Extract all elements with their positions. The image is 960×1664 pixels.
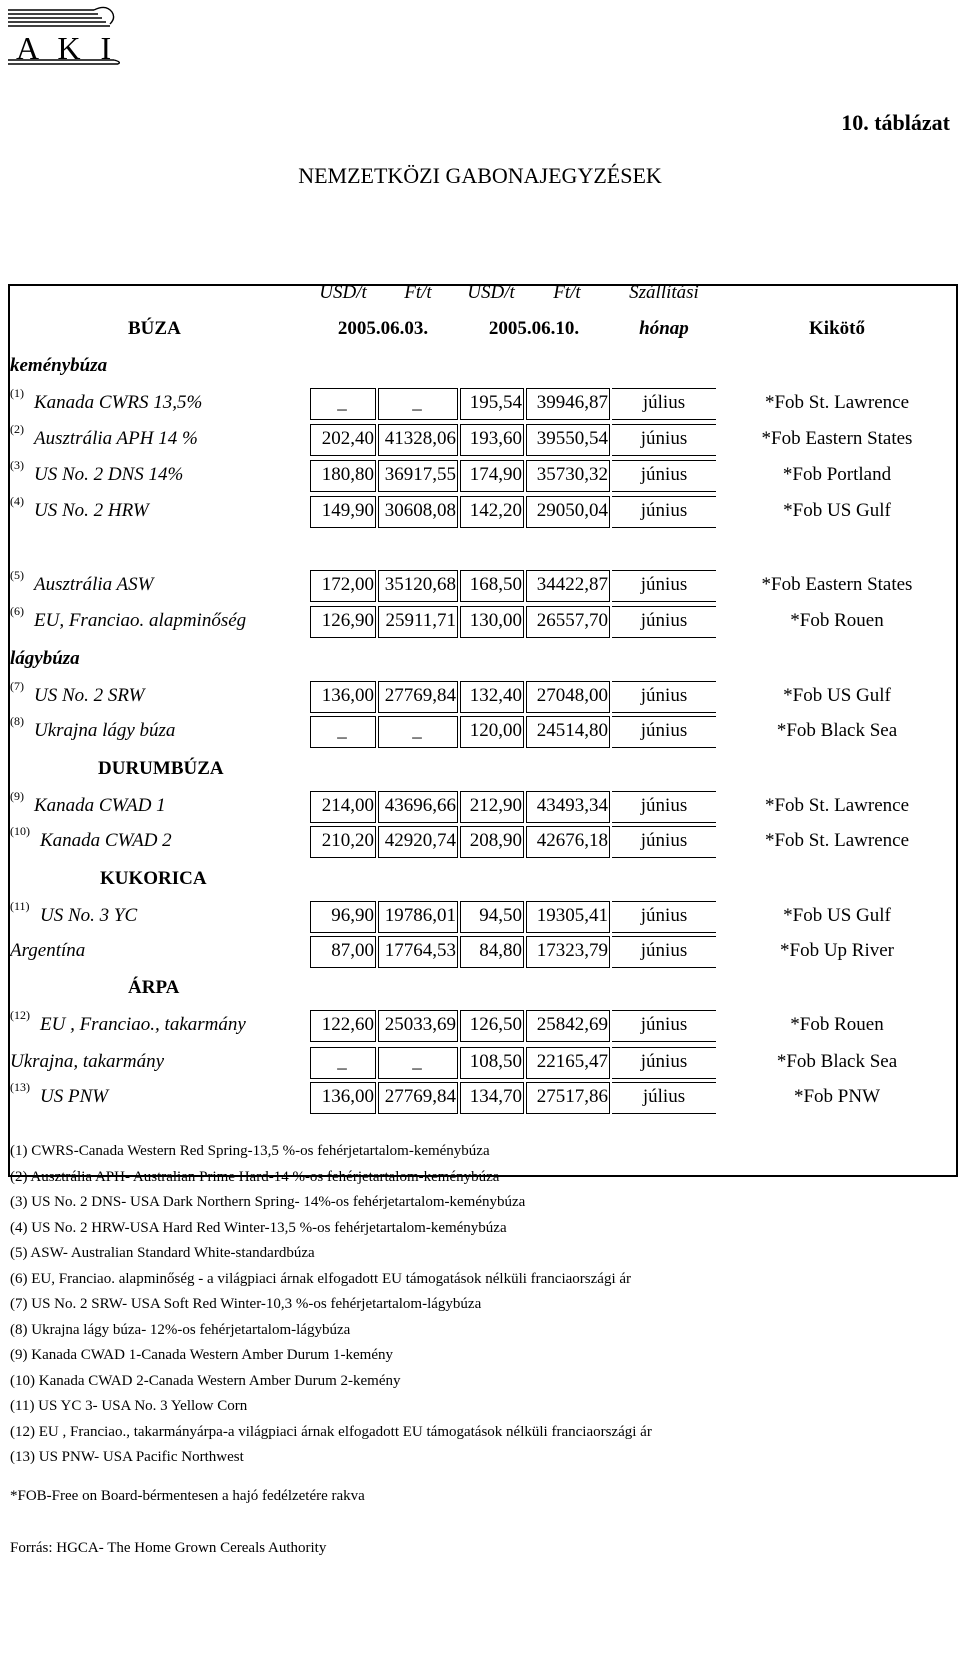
row-name: EU, Franciao. alapminőség — [34, 610, 247, 631]
cell-ft1: 42920,74 — [384, 830, 456, 851]
cell-port: *Fob US Gulf — [783, 500, 891, 521]
cell-border-month — [612, 424, 716, 456]
cell-usd1: 210,20 — [321, 830, 374, 851]
cell-border-month — [612, 716, 716, 748]
cell-month: július — [642, 1086, 686, 1107]
cell-usd2: 130,00 — [469, 610, 522, 631]
cell-port: *Fob Rouen — [790, 610, 884, 631]
cell-port: *Fob St. Lawrence — [764, 795, 910, 816]
row-name: US No. 2 HRW — [34, 500, 149, 521]
footnote-item: (1) CWRS-Canada Western Red Spring-13,5 %-os fehérjetartalom-keménybúza — [10, 1143, 490, 1159]
source-note: Forrás: HGCA- The Home Grown Cereals Authority — [10, 1540, 327, 1556]
footnote-item: (6) EU, Franciao. alapminőség - a világpiaci árnak elfogadott EU támogatások nélküli franciaországi ár — [10, 1270, 632, 1287]
row-name: Ausztrália ASW — [34, 574, 154, 595]
row-footnote-ref: (10) — [10, 824, 30, 838]
cell-usd1: 126,90 — [321, 610, 374, 631]
row-footnote-ref: (9) — [10, 789, 24, 803]
cell-usd1: 96,90 — [331, 905, 374, 926]
row-name: Kanada CWAD 1 — [34, 795, 166, 816]
cell-usd2: 126,50 — [469, 1014, 522, 1035]
cell-ft1: 41328,06 — [384, 428, 456, 449]
cell-ft2: 35730,32 — [536, 464, 608, 485]
group-label-durumbuza: DURUMBÚZA — [98, 758, 224, 779]
footnote-item: (3) US No. 2 DNS- USA Dark Northern Spring- 14%-os fehérjetartalom-keménybúza — [10, 1194, 526, 1210]
cell-month: június — [640, 1051, 688, 1072]
cell-usd2: 168,50 — [469, 574, 522, 595]
column-header-date-2: hónap — [639, 318, 689, 339]
cell-usd2: 195,54 — [469, 392, 522, 413]
cell-port: *Fob US Gulf — [783, 905, 891, 926]
cell-usd1: 136,00 — [321, 685, 374, 706]
footnote-item: (2) Ausztrália APH- Australian Prime Hard-14 %-os fehérjetartalom-keménybúza — [10, 1168, 500, 1185]
cell-usd2: 134,70 — [469, 1086, 522, 1107]
cell-usd2: 120,00 — [469, 720, 522, 741]
cell-month: június — [640, 685, 688, 706]
footnote-item: (9) Kanada CWAD 1-Canada Western Amber Durum 1-kemény — [10, 1347, 393, 1363]
cell-border-month — [612, 570, 716, 602]
page-title: NEMZETKÖZI GABONAJEGYZÉSEK — [298, 163, 662, 188]
cell-border-month — [612, 606, 716, 638]
table-number: 10. táblázat — [841, 110, 950, 135]
cell-ft2: 27517,86 — [536, 1086, 608, 1107]
row-header-buza: BÚZA — [128, 318, 181, 339]
cell-usd2: 132,40 — [469, 685, 522, 706]
cell-ft2: 39946,87 — [536, 392, 608, 413]
cell-ft2: 19305,41 — [536, 905, 608, 926]
cell-month: június — [640, 574, 688, 595]
cell-ft1: 25911,71 — [385, 610, 456, 631]
cell-ft1: 17764,53 — [384, 940, 456, 961]
cell-month: június — [640, 428, 688, 449]
column-header-date-1: 2005.06.10. — [488, 318, 580, 339]
cell-usd2: 108,50 — [469, 1051, 522, 1072]
cell-usd1: 136,00 — [321, 1086, 374, 1107]
cell-port: *Fob Rouen — [790, 1014, 884, 1035]
footnote-item: (12) EU , Franciao., takarmányárpa-a világpiaci árnak elfogadott EU támogatások nélküli franciaországi ár — [10, 1423, 652, 1440]
column-header-unit-4: Szállítási — [629, 282, 699, 303]
cell-usd1: _ — [337, 1051, 347, 1072]
cell-port: *Fob Portland — [782, 464, 892, 485]
row-footnote-ref: (1) — [10, 386, 24, 400]
cell-ft1: 25033,69 — [384, 1014, 456, 1035]
row-name-cell — [8, 716, 308, 748]
cell-port: *Fob St. Lawrence — [764, 830, 910, 851]
row-footnote-ref: (3) — [10, 458, 24, 472]
cell-border-month — [612, 388, 716, 420]
cell-month: június — [640, 830, 688, 851]
cell-ft2: 25842,69 — [536, 1014, 608, 1035]
cell-usd1: 149,90 — [321, 500, 374, 521]
cell-ft2: 26557,70 — [536, 610, 608, 631]
footnote-item: (8) Ukrajna lágy búza- 12%-os fehérjetartalom-lágybúza — [10, 1321, 351, 1338]
footnote-item: (10) Kanada CWAD 2-Canada Western Amber Durum 2-kemény — [10, 1372, 401, 1389]
group-label-lagybuza: lágybúza — [10, 648, 80, 669]
row-name-cell — [8, 606, 308, 638]
row-name-cell — [8, 388, 308, 420]
cell-month: június — [640, 905, 688, 926]
cell-month: június — [640, 1014, 688, 1035]
column-header-date-0: 2005.06.03. — [337, 318, 429, 339]
cell-ft2: 43493,34 — [536, 795, 608, 816]
cell-border-month — [612, 1082, 716, 1114]
cell-month: június — [640, 500, 688, 521]
cell-port: *Fob St. Lawrence — [764, 392, 910, 413]
row-name: Ukrajna, takarmány — [10, 1051, 165, 1072]
cell-port: *Fob Black Sea — [776, 1051, 898, 1072]
cell-month: július — [642, 392, 686, 413]
row-footnote-ref: (12) — [10, 1008, 30, 1022]
row-name-cell — [8, 460, 308, 492]
column-header-unit-1: Ft/t — [404, 282, 432, 303]
fob-note: *FOB-Free on Board-bérmentesen a hajó fedélzetére rakva — [10, 1488, 365, 1504]
row-footnote-ref: (11) — [10, 899, 30, 913]
cell-usd1: 180,80 — [321, 464, 374, 485]
cell-ft2: 17323,79 — [536, 940, 608, 961]
cell-usd2: 193,60 — [469, 428, 522, 449]
cell-ft2: 42676,18 — [536, 830, 608, 851]
cell-usd2: 94,50 — [479, 905, 522, 926]
cell-border-month — [612, 460, 716, 492]
cell-border-month — [612, 1010, 716, 1042]
cell-port: *Fob PNW — [793, 1086, 881, 1107]
cell-ft1: 30608,08 — [384, 500, 456, 521]
cell-border-month — [612, 496, 716, 528]
row-name-cell — [8, 826, 308, 858]
footnote-item: (13) US PNW- USA Pacific Northwest — [10, 1449, 244, 1465]
cell-ft2: 39550,54 — [536, 428, 608, 449]
cell-ft1: 36917,55 — [384, 464, 456, 485]
column-header-unit-3: Ft/t — [553, 282, 581, 303]
row-footnote-ref: (4) — [10, 494, 24, 508]
cell-ft1: 43696,66 — [384, 795, 456, 816]
cell-usd1: _ — [337, 392, 347, 413]
footnote-item: (7) US No. 2 SRW- USA Soft Red Winter-10,3 %-os fehérjetartalom-lágybúza — [10, 1296, 482, 1312]
footnote-item: (11) US YC 3- USA No. 3 Yellow Corn — [10, 1398, 248, 1414]
cell-usd1: 214,00 — [321, 795, 374, 816]
cell-ft2: 34422,87 — [536, 574, 608, 595]
cell-month: június — [640, 795, 688, 816]
cell-ft1: 19786,01 — [384, 905, 456, 926]
cell-border-month — [612, 826, 716, 858]
cell-ft1: 35120,68 — [384, 574, 456, 595]
group-label-kemenybuza: keménybúza — [10, 355, 108, 376]
row-name: US PNW — [40, 1086, 109, 1107]
cell-month: június — [640, 610, 688, 631]
cell-ft2: 29050,04 — [536, 500, 608, 521]
row-name-cell — [8, 936, 308, 968]
row-name-cell — [8, 570, 308, 602]
row-name-cell — [8, 681, 308, 713]
cell-usd1: 172,00 — [321, 574, 374, 595]
cell-ft1: _ — [412, 720, 422, 741]
row-name-cell — [8, 901, 308, 933]
cell-ft2: 22165,47 — [536, 1051, 608, 1072]
row-footnote-ref: (13) — [10, 1080, 30, 1094]
cell-ft2: 24514,80 — [536, 720, 608, 741]
cell-border-month — [612, 936, 716, 968]
cell-usd1: _ — [337, 720, 347, 741]
cell-ft1: 27769,84 — [384, 1086, 456, 1107]
row-name-cell — [8, 496, 308, 528]
cell-ft1: _ — [412, 392, 422, 413]
row-name: Argentína — [10, 940, 86, 961]
cell-border-month — [612, 901, 716, 933]
cell-port: *Fob Eastern States — [761, 428, 913, 449]
footnote-item: (4) US No. 2 HRW-USA Hard Red Winter-13,5 %-os fehérjetartalom-keménybúza — [10, 1219, 507, 1236]
cell-usd1: 202,40 — [321, 428, 374, 449]
cell-usd2: 174,90 — [469, 464, 522, 485]
row-footnote-ref: (5) — [10, 568, 24, 582]
row-name: Ausztrália APH 14 % — [34, 428, 198, 449]
cell-month: június — [640, 940, 688, 961]
row-footnote-ref: (8) — [10, 714, 24, 728]
group-label-kukorica: KUKORICA — [100, 868, 207, 889]
cell-usd1: 122,60 — [321, 1014, 374, 1035]
cell-border-month — [612, 681, 716, 713]
cell-border-month — [612, 1047, 716, 1079]
row-name: Ukrajna lágy búza — [34, 720, 176, 741]
cell-port: *Fob US Gulf — [783, 685, 891, 706]
row-name: Kanada CWAD 2 — [40, 830, 172, 851]
row-name-cell — [8, 1082, 308, 1114]
row-name-cell — [8, 1010, 308, 1042]
aki-logo — [6, 4, 126, 68]
row-name-cell — [8, 791, 308, 823]
column-header-unit-2: USD/t — [467, 282, 515, 303]
cell-month: június — [640, 464, 688, 485]
cell-port: *Fob Up River — [780, 940, 894, 961]
footnote-item: (5) ASW- Australian Standard White-standardbúza — [10, 1245, 315, 1261]
cell-port: *Fob Black Sea — [776, 720, 898, 741]
row-footnote-ref: (2) — [10, 422, 24, 436]
cell-usd2: 84,80 — [479, 940, 522, 961]
cell-border-month — [612, 791, 716, 823]
row-footnote-ref: (6) — [10, 604, 24, 618]
cell-usd1: 87,00 — [331, 940, 374, 961]
column-header-date-3: Kikötő — [809, 318, 865, 339]
group-label-arpa: ÁRPA — [128, 977, 180, 998]
cell-month: június — [640, 720, 688, 741]
logo-text: A K I — [16, 30, 118, 66]
cell-usd2: 208,90 — [469, 830, 522, 851]
row-name-cell — [8, 1047, 308, 1079]
row-name: US No. 2 SRW — [34, 685, 145, 706]
cell-usd2: 142,20 — [469, 500, 522, 521]
row-name: US No. 3 YC — [40, 905, 138, 926]
cell-usd2: 212,90 — [469, 795, 522, 816]
cell-port: *Fob Eastern States — [761, 574, 913, 595]
cell-ft2: 27048,00 — [536, 685, 608, 706]
row-name: EU , Franciao., takarmány — [40, 1014, 246, 1035]
row-name: Kanada CWRS 13,5% — [34, 392, 203, 413]
column-header-unit-0: USD/t — [319, 282, 367, 303]
cell-ft1: _ — [412, 1051, 422, 1072]
row-name-cell — [8, 424, 308, 456]
row-name: US No. 2 DNS 14% — [34, 464, 184, 485]
row-footnote-ref: (7) — [10, 679, 24, 693]
cell-ft1: 27769,84 — [384, 685, 456, 706]
